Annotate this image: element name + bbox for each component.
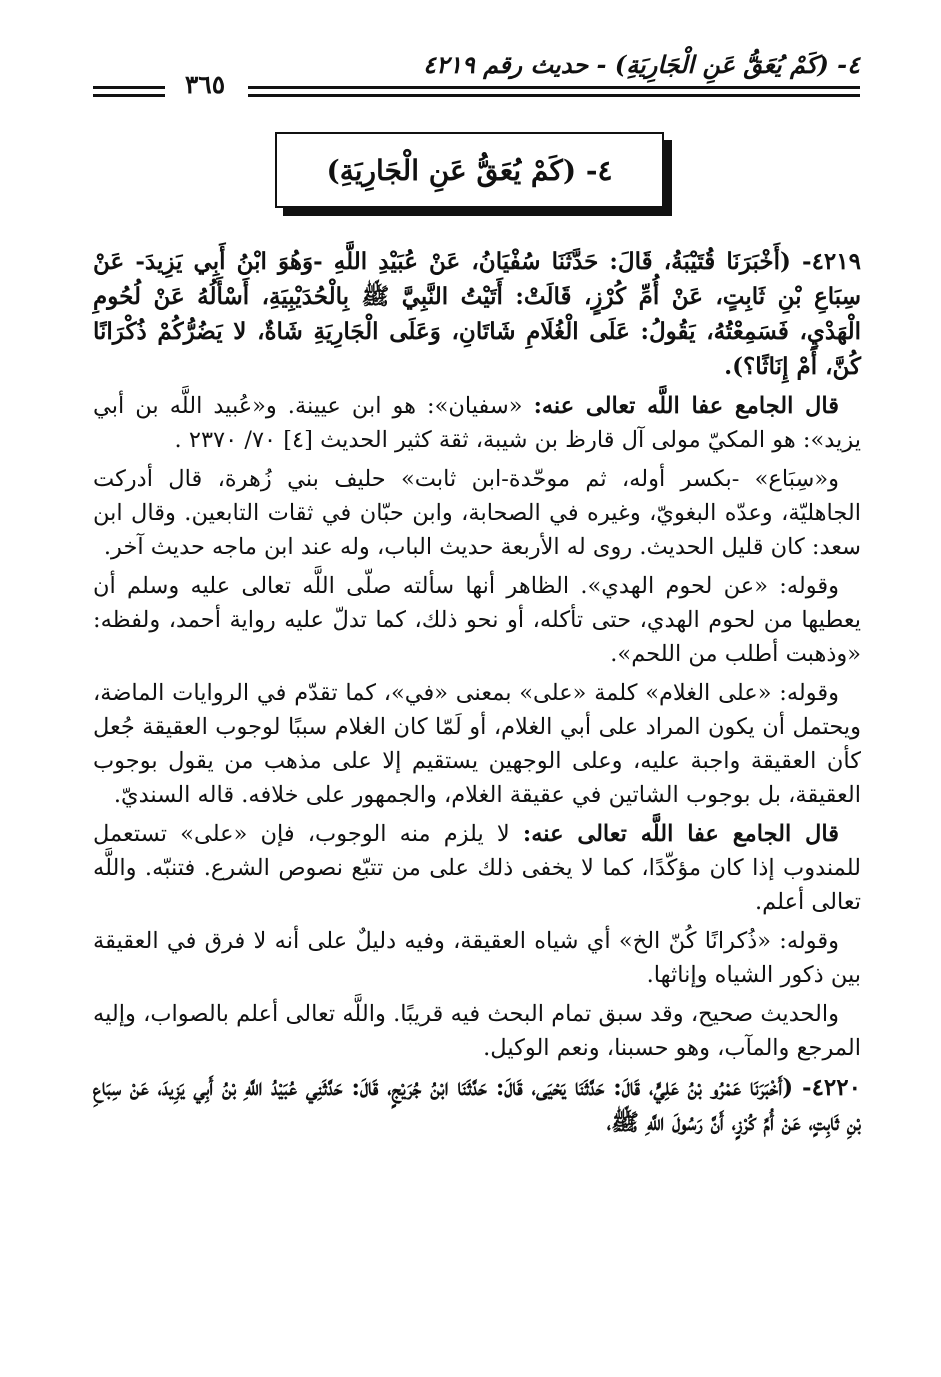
commentary-paragraph: وقوله: «على الغلام» كلمة «على» بمعنى «في»، كما تقدّم في الروايات الماضة، ويحتمل أن يكون المراد على أبي الغلام، أو لَمّا كان الغلام سببًا لوجوب العقيقة جُعل كأن العقيقة واجبة عليه، وعلى الوجهين يستقيم إلا على مذهب من يقول بوجوب العقيقة، بل بوجوب الشاتين في عقيقة الغلام، والجمهور على خلافه. قاله السنديّ. (93, 680, 861, 808)
chapter-title: ٤- (كَمْ يُعَقُّ عَنِ الْجَارِيَةِ) (326, 153, 613, 187)
commentary-text: «سفيان»: هو ابن عيينة. و«عُبيد اللَّه بن أبي يزيد»: هو المكيّ مولى آل قارظ بن شيبة، ثقة كثير الحديث [٤] ٧٠/ ٢٣٧٠ . (93, 393, 861, 453)
header-rule (93, 86, 165, 89)
running-header-title: ٤- (كَمْ يُعَقُّ عَنِ الْجَارِيَةِ) - حديث رقم ٤٢١٩ (423, 50, 860, 79)
commentary-paragraph (93, 389, 861, 457)
main-text (93, 244, 861, 1140)
commentary-text: لا يلزم منه الوجوب، فإن «على» تستعمل للمندوب إذا كان مؤكّدًا، كما لا يخفى ذلك على من تتبّع نصوص الشرع. فتنبّه. واللَّه تعالى أعلم. (93, 821, 861, 915)
commentary-lead: قال الجامع عفا اللَّه تعالى عنه: (533, 393, 839, 419)
header-rule (93, 94, 165, 97)
hadith-4220: ٤٢٢٠- (أَخْبَرَنَا عَمْرُو بْنُ عَلِيٍّ، قَالَ: حَدَّثَنَا يَحْيَى، قَالَ: حَدَّثَنَا ابْنُ جُرَيْجٍ، قَالَ: حَدَّثَنِي عُبَيْدُ اللَّهِ بْنُ أَبِي يَزِيدَ، عَنْ سِبَاعِ بْنِ ثَابِتٍ، عَنْ أُمِّ كُرْزٍ، أَنَّ رَسُولَ اللَّهِ ﷺ، (93, 1074, 861, 1136)
page-number: ٣٦٥ (184, 70, 226, 99)
header-rule (248, 86, 860, 89)
chapter-title-box (275, 132, 664, 208)
commentary-paragraph: والحديث صحيح، وقد سبق تمام البحث فيه قريبًا. واللَّه تعالى أعلم بالصواب، وإليه المرجع والمآب، وهو حسبنا، ونعم الوكيل. (93, 1001, 861, 1061)
commentary-paragraph: و«سِبَاع» -بكسر أوله، ثم موحّدة-ابن ثابت» حليف بني زُهرة، قال أدركت الجاهليّة، وعدّه البغويّ، وغيره في الصحابة، وابن حبّان في ثقات التابعين. وقال ابن سعد: كان قليل الحديث. روى له الأربعة حديث الباب، وله عند ابن ماجه حديث آخر. (93, 466, 861, 560)
commentary-paragraph: وقوله: «عن لحوم الهدي». الظاهر أنها سألته صلّى اللَّه تعالى عليه وسلم أن يعطيها من لحوم الهدي، حتى تأكله، أو نحو ذلك، كما تدلّ عليه رواية أحمد، ولفظه: «وذهبت أطلب من اللحم». (93, 573, 861, 667)
hadith-4219: ٤٢١٩- (أَخْبَرَنَا قُتَيْبَةُ، قَالَ: حَدَّثَنَا سُفْيَانُ، عَنْ عُبَيْدِ اللَّهِ -وَهُوَ ابْنُ أَبِي يَزِيدَ- عَنْ سِبَاعِ بْنِ ثَابِتٍ، عَنْ أُمِّ كُرْزٍ، قَالَتْ: أَتَيْتُ النَّبِيَّ ﷺ بِالْحُدَيْبِيَةِ، أَسْأَلُهُ عَنْ لُحُومِ الْهَدْيِ، فَسَمِعْتُهُ، يَقُولُ: عَلَى الْغُلَامِ شَاتَانِ، وَعَلَى الْجَارِيَةِ شَاةٌ، لا يَضُرُّكُمْ ذُكْرَانًا كُنَّ، أَمْ إِنَاثًا؟). (93, 248, 861, 380)
header-rule (248, 94, 860, 97)
commentary-paragraph (93, 817, 861, 919)
commentary-paragraph: وقوله: «ذُكرانًا كُنّ الخ» أي شياه العقيقة، وفيه دليلٌ على أنه لا فرق في العقيقة بين ذكور الشياه وإناثها. (93, 928, 861, 988)
commentary-lead: قال الجامع عفا اللَّه تعالى عنه: (522, 821, 839, 847)
